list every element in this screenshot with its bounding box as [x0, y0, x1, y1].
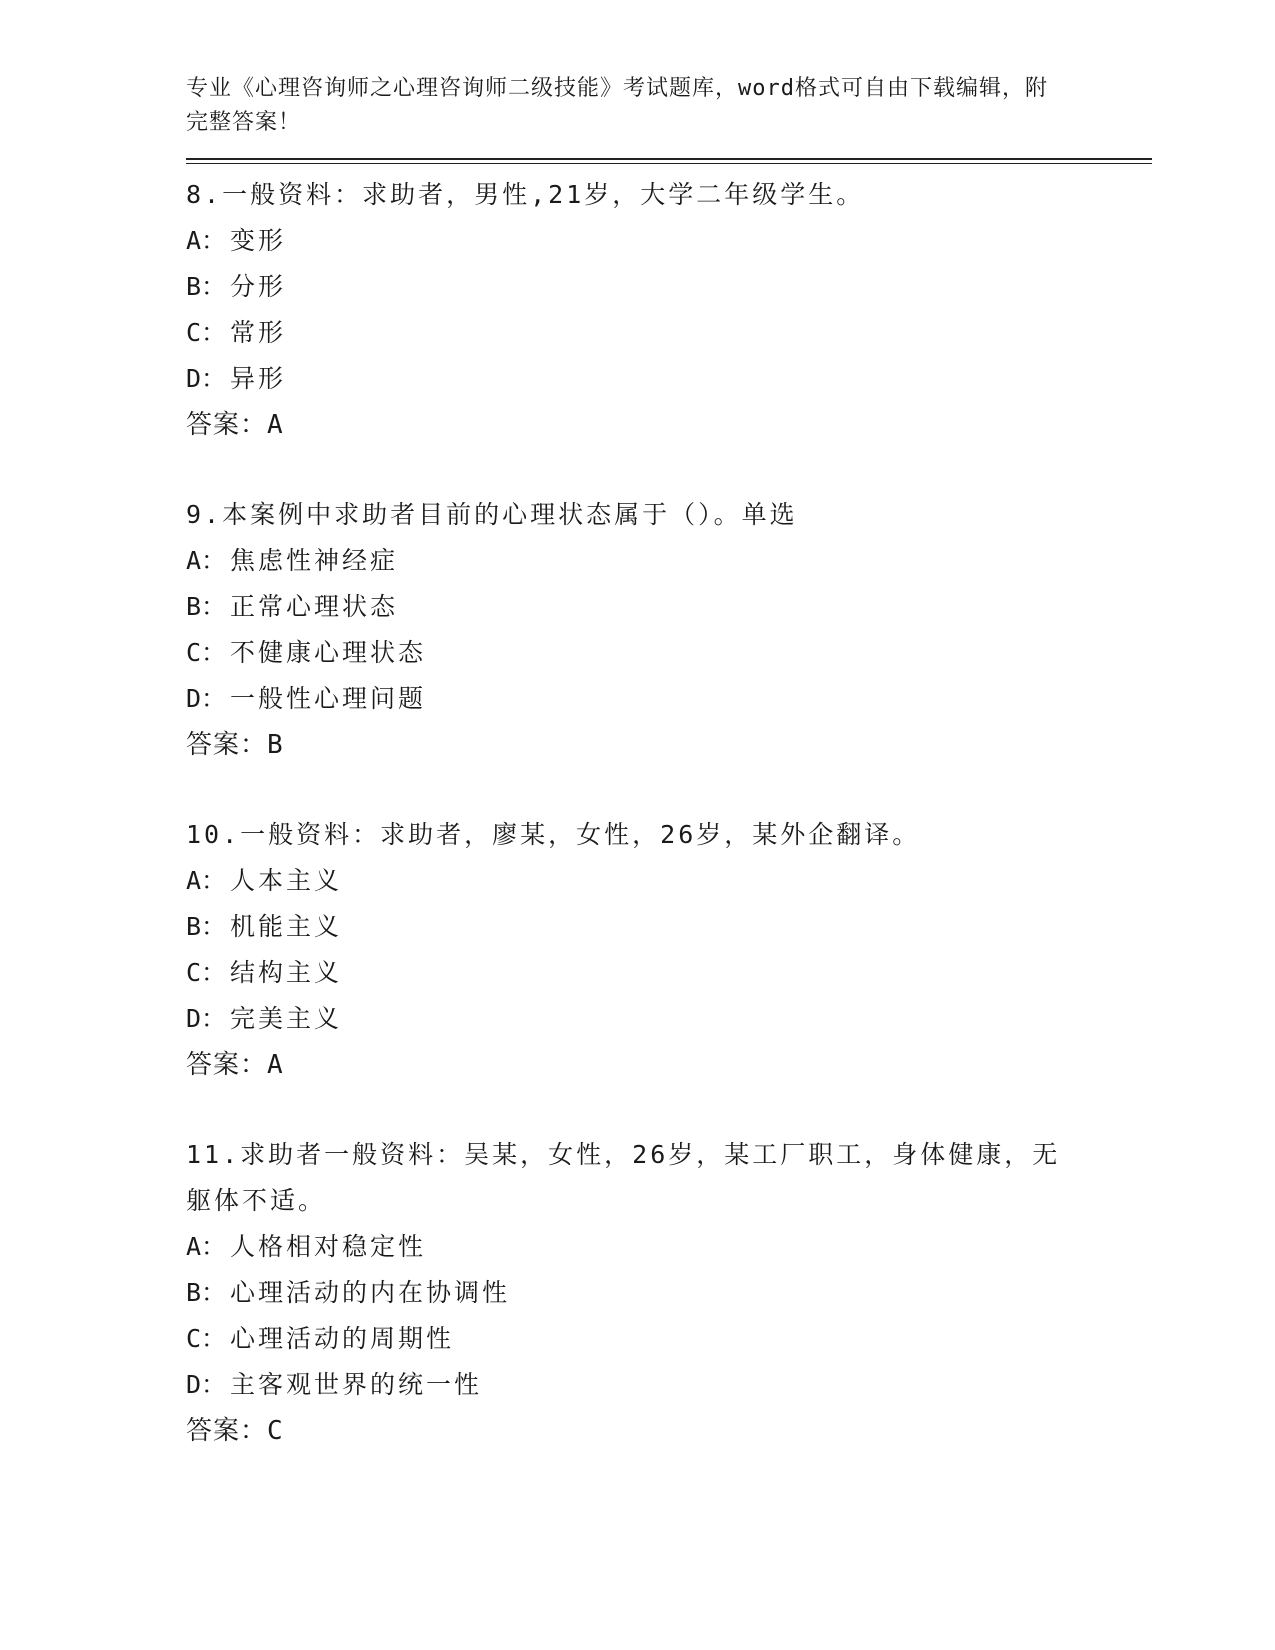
answer-label: 答案： — [186, 730, 268, 760]
answer-value: A — [267, 410, 284, 440]
option-c — [186, 310, 1146, 356]
option-c — [186, 950, 1146, 996]
question-11 — [186, 1132, 1146, 1454]
option-text: 主客观世界的统一性 — [230, 1370, 483, 1399]
option-key: C： — [186, 318, 227, 347]
option-b — [186, 264, 1146, 310]
question-stem: 10.一般资料：求助者，廖某，女性，26岁，某外企翻译。 — [186, 820, 921, 849]
option-key: B： — [186, 912, 227, 941]
option-key: A： — [186, 226, 227, 255]
option-key: D： — [186, 1370, 227, 1399]
answer-value: A — [267, 1050, 284, 1080]
answer-label: 答案： — [186, 1416, 268, 1446]
option-d — [186, 676, 1146, 722]
option-text: 心理活动的内在协调性 — [230, 1278, 511, 1307]
option-a — [186, 538, 1146, 584]
option-text: 人格相对稳定性 — [230, 1232, 427, 1261]
header-divider — [186, 158, 1152, 164]
answer-value: B — [267, 730, 284, 760]
question-10 — [186, 812, 1146, 1088]
answer-line — [186, 402, 1146, 448]
option-key: A： — [186, 546, 227, 575]
answer-label: 答案： — [186, 410, 268, 440]
answer-line — [186, 1408, 1146, 1454]
question-9 — [186, 492, 1146, 768]
option-text: 心理活动的周期性 — [230, 1324, 455, 1353]
option-key: A： — [186, 1232, 227, 1261]
question-stem: 8.一般资料：求助者，男性,21岁，大学二年级学生。 — [186, 180, 865, 209]
option-text: 机能主义 — [230, 912, 343, 941]
option-text: 人本主义 — [230, 866, 343, 895]
option-text: 变形 — [230, 226, 287, 255]
option-b — [186, 904, 1146, 950]
option-key: C： — [186, 638, 227, 667]
option-key: B： — [186, 1278, 227, 1307]
answer-label: 答案： — [186, 1050, 268, 1080]
option-text: 常形 — [230, 318, 287, 347]
option-key: D： — [186, 684, 227, 713]
option-key: B： — [186, 272, 227, 301]
option-b — [186, 584, 1146, 630]
option-text: 结构主义 — [230, 958, 343, 987]
option-text: 焦虑性神经症 — [230, 546, 399, 575]
option-a — [186, 1224, 1146, 1270]
option-text: 一般性心理问题 — [230, 684, 427, 713]
answer-line — [186, 1042, 1146, 1088]
option-text: 完美主义 — [230, 1004, 343, 1033]
document-page — [186, 72, 1146, 1454]
option-d — [186, 996, 1146, 1042]
option-key: D： — [186, 364, 227, 393]
document-header: 专业《心理咨询师之心理咨询师二级技能》考试题库，word格式可自由下载编辑，附完整答案！ — [186, 76, 1048, 135]
question-8 — [186, 172, 1146, 448]
option-key: C： — [186, 1324, 227, 1353]
option-key: D： — [186, 1004, 227, 1033]
option-text: 异形 — [230, 364, 287, 393]
option-key: C： — [186, 958, 227, 987]
option-key: A： — [186, 866, 227, 895]
question-stem: 9.本案例中求助者目前的心理状态属于（）。单选 — [186, 500, 798, 529]
question-spacer — [186, 448, 1146, 492]
option-key: B： — [186, 592, 227, 621]
question-stem: 11.求助者一般资料：吴某，女性，26岁，某工厂职工，身体健康，无躯体不适。 — [186, 1140, 1061, 1215]
option-c — [186, 630, 1146, 676]
option-text: 分形 — [230, 272, 287, 301]
option-a — [186, 858, 1146, 904]
option-d — [186, 356, 1146, 402]
option-b — [186, 1270, 1146, 1316]
answer-value: C — [267, 1416, 284, 1446]
option-d — [186, 1362, 1146, 1408]
option-c — [186, 1316, 1146, 1362]
option-text: 不健康心理状态 — [230, 638, 427, 667]
question-spacer — [186, 768, 1146, 812]
option-a — [186, 218, 1146, 264]
question-spacer — [186, 1088, 1146, 1132]
option-text: 正常心理状态 — [230, 592, 399, 621]
answer-line — [186, 722, 1146, 768]
